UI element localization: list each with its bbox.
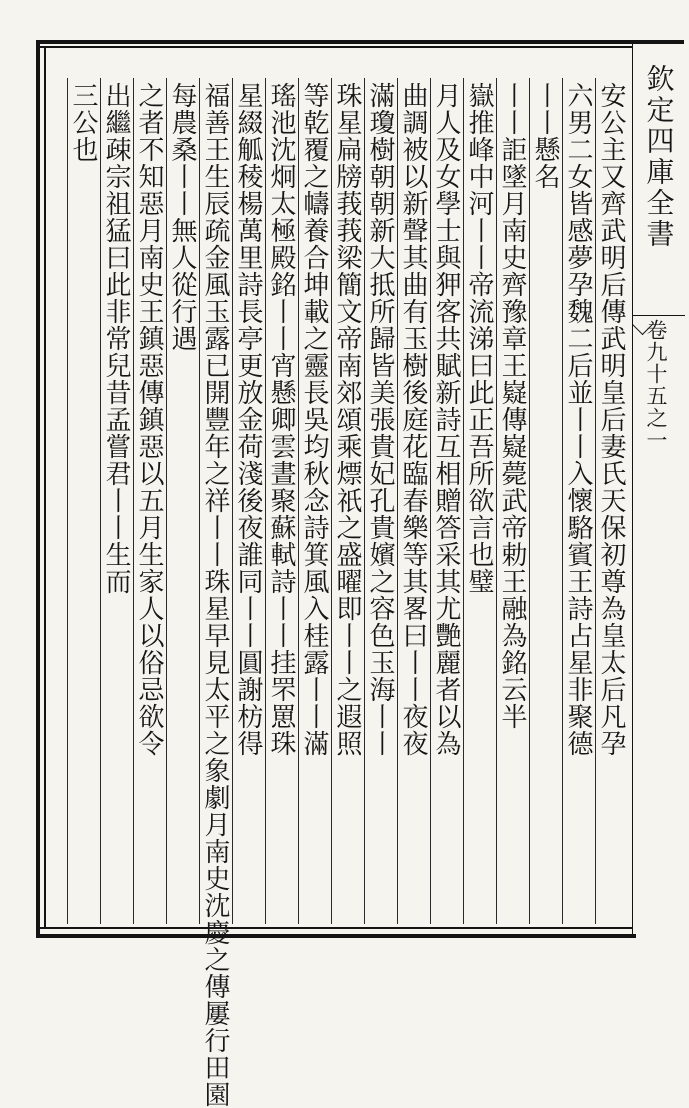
top-border	[36, 40, 684, 44]
column-text: 安公主又齊武明后傳武明皇后妻氏天保初尊為皇太后凡孕	[596, 82, 626, 757]
column-text: 丨丨詎墜月南史齊豫章王嶷傳嶷薨武帝勅王融為銘云半	[497, 82, 527, 730]
text-column	[595, 78, 629, 924]
fish-tail-panel	[632, 299, 685, 934]
column-text: 滿瓊樹朝朝新大抵所歸皆美張貴妃孔貴嬪之容色玉海丨丨	[365, 82, 395, 757]
column-text: 丨丨懸名	[530, 82, 560, 190]
column-text: 瑤池沈炯太極殿銘丨丨宵懸卿雲晝聚蘇軾詩丨丨挂罘罳珠	[266, 82, 296, 757]
text-column	[67, 78, 101, 924]
text-column	[430, 78, 464, 924]
fish-tail-band	[633, 299, 685, 316]
bottom-border	[36, 934, 636, 938]
column-text: 福善王生辰疏金風玉露已開豐年之祥丨丨珠星早見太平之象劇月南史沈慶之傳屢行田園	[200, 82, 230, 1108]
column-text: 嶽推峰中河丨丨帝流涕曰此正吾所欲言也璧	[464, 82, 494, 595]
text-column	[232, 78, 266, 924]
text-column	[463, 78, 497, 924]
column-text: 等乾覆之幬養合坤載之靈長吳均秋念詩箕風入桂露丨丨滿	[299, 82, 329, 757]
text-column	[331, 78, 365, 924]
column-text: 星綴觚稜楊萬里詩長亭更放金荷淺後夜誰同丨丨圓謝枋得	[233, 82, 263, 757]
column-text: 每農桑丨丨無人從行遇	[167, 82, 197, 352]
volume-label: 卷九十五之一	[644, 319, 668, 451]
text-column	[199, 78, 233, 1108]
text-column	[562, 78, 596, 924]
column-text: 三公也	[68, 82, 98, 163]
text-column	[265, 78, 299, 924]
text-column	[298, 78, 332, 924]
text-column	[529, 78, 563, 924]
bottom-inner-border	[36, 927, 632, 929]
text-column	[133, 78, 167, 924]
left-border	[36, 40, 40, 938]
text-column	[100, 78, 134, 924]
column-text: 六男二女皆感夢孕魏二后並丨丨入懷駱賓王詩占星非聚德	[563, 82, 593, 757]
text-column	[166, 78, 200, 924]
column-text: 珠星扁牓莪莪梁簡文帝南郊頌乘熛祇之盛曜即丨丨之遐照	[332, 82, 362, 757]
column-text: 出繼疎宗祖猛曰此非常兒昔孟嘗君丨丨生而	[101, 82, 131, 595]
top-inner-border	[36, 46, 632, 48]
text-column	[397, 78, 431, 924]
column-text: 月人及女學士與狎客共賦新詩互相贈答采其尤艷麗者以為	[431, 82, 461, 757]
page-frame	[36, 34, 684, 1108]
column-text: 曲調被以新聲其曲有玉樹後庭花臨春樂等其畧曰丨丨夜夜	[398, 82, 428, 757]
text-column	[496, 78, 530, 924]
title-panel	[632, 44, 684, 299]
left-inner-border	[44, 46, 46, 929]
column-text: 之者不知惡月南史王鎮惡傳鎮惡以五月生家人以俗忌欲令	[134, 82, 164, 757]
book-title: 欽定四庫全書	[642, 64, 676, 250]
text-column	[364, 78, 398, 924]
